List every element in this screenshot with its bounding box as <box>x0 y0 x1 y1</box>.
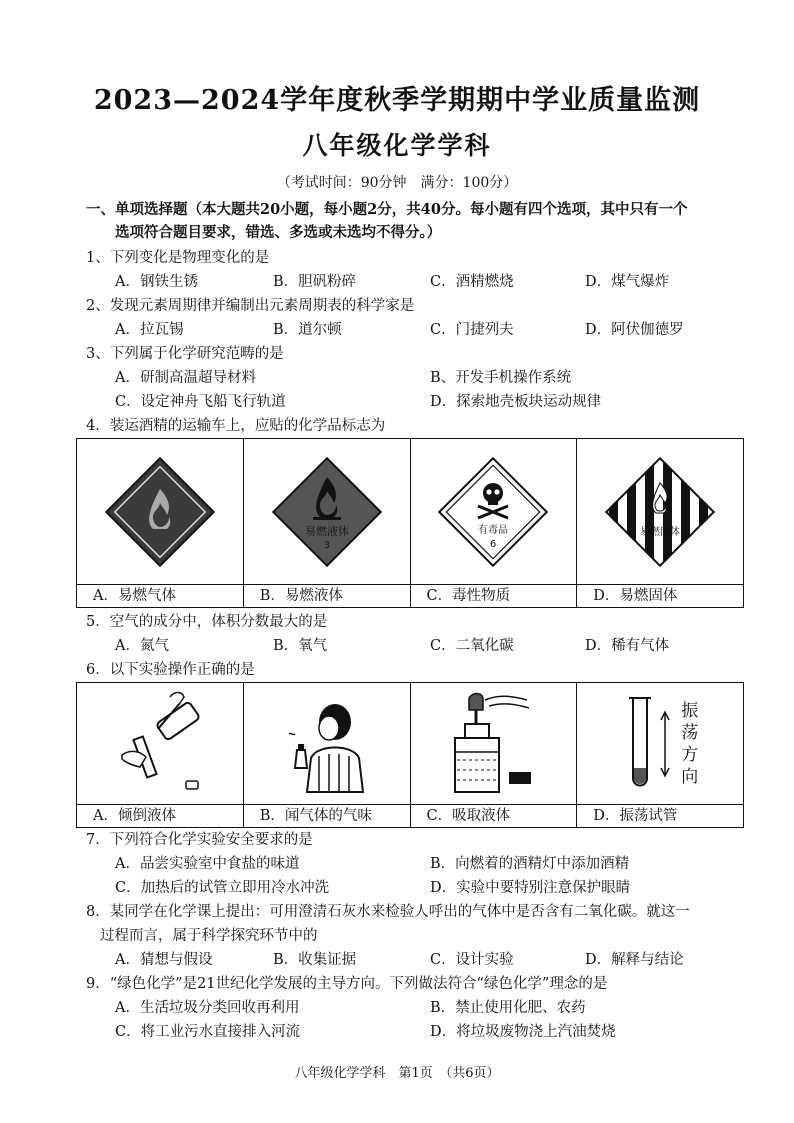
option: B．收集证据 <box>273 952 357 968</box>
option: A．拉瓦锡 <box>115 322 184 338</box>
option: A．猜想与假设 <box>115 952 213 968</box>
lab-operation-table <box>76 682 744 828</box>
option: C．加热后的试管立即用冷水冲洗 <box>115 880 330 896</box>
option: B．向燃着的酒精灯中添加酒精 <box>430 856 630 872</box>
option: C．将工业污水直接排入河流 <box>115 1024 301 1040</box>
exam-title: 2023—2024学年度秋季学期期中学业质量监测 <box>93 85 701 116</box>
option: D．探索地壳板块运动规律 <box>430 394 602 410</box>
choice-label: B．易燃液体 <box>244 584 410 607</box>
choice-cell-d <box>577 439 743 607</box>
option: D．煤气爆炸 <box>585 274 670 290</box>
option: A．钢铁生锈 <box>115 274 198 290</box>
option: D．稀有气体 <box>585 638 670 654</box>
smell-gas-icon <box>267 688 387 800</box>
shake-label-char: 向 <box>681 766 699 787</box>
question-stem: 5．空气的成分中，体积分数最大的是 <box>86 614 328 630</box>
shake-label-char: 振 <box>681 700 699 721</box>
choice-label: D．振荡试管 <box>577 804 743 827</box>
flammable-liquid-sign-icon <box>266 451 388 573</box>
dropper-icon <box>433 688 553 800</box>
choice-label: D．易燃固体 <box>577 584 743 607</box>
choice-cell-c <box>411 683 578 827</box>
option: A．品尝实验室中食盐的味道 <box>115 856 300 872</box>
question-stem: 1、下列变化是物理变化的是 <box>86 250 270 266</box>
choice-label: A．易燃气体 <box>77 584 243 607</box>
subject-title: 八年级化学学科 <box>302 131 492 160</box>
sign-number: 6 <box>490 538 497 550</box>
choice-cell-d <box>577 683 743 827</box>
option: C．酒精燃烧 <box>430 274 514 290</box>
shake-label-char: 方 <box>681 744 699 765</box>
option: C．门捷列夫 <box>430 322 514 338</box>
page-footer: 八年级化学学科 第1页 （共6页） <box>294 1066 500 1081</box>
question-stem: 8．某同学在化学课上提出：可用澄清石灰水来检验人呼出的气体中是否含有二氧化碳。就这一 <box>86 904 690 920</box>
choice-label: C．吸取液体 <box>411 804 577 827</box>
shake-test-tube-icon <box>605 694 675 794</box>
sign-text: 易燃液体 <box>304 524 349 538</box>
flammable-solid-sign-icon <box>599 451 721 573</box>
choice-cell-b <box>244 683 411 827</box>
pour-liquid-icon <box>100 689 220 799</box>
option: D．将垃圾废物浇上汽油焚烧 <box>430 1024 616 1040</box>
option: C．设定神舟飞船飞行轨道 <box>115 394 286 410</box>
question-stem: 9．“绿色化学”是21世纪化学发展的主导方向。下列做法符合“绿色化学”理念的是 <box>86 976 608 992</box>
option: C．二氧化碳 <box>430 638 514 654</box>
choice-cell-b <box>244 439 411 607</box>
section-heading-cont: 选项符合题目要求，错选、多选或未选均不得分。） <box>115 224 442 241</box>
question-stem-cont: 过程而言，属于科学探究环节中的 <box>100 928 318 944</box>
question-stem: 4．装运酒精的运输车上，应贴的化学品标志为 <box>86 418 386 434</box>
question-stem: 2、发现元素周期律并编制出元素周期表的科学家是 <box>86 298 415 314</box>
sign-text: 易燃固体 <box>640 526 681 538</box>
sign-number: 3 <box>323 540 330 551</box>
option: B．禁止使用化肥、农药 <box>430 1000 586 1016</box>
sign-text: 有毒品 <box>478 524 509 536</box>
option: B、开发手机操作系统 <box>430 370 572 386</box>
option: A．研制高温超导材料 <box>115 370 256 386</box>
question-stem: 7．下列符合化学实验安全要求的是 <box>86 832 313 848</box>
option: A．生活垃圾分类回收再利用 <box>115 1000 300 1016</box>
question-stem: 3、下列属于化学研究范畴的是 <box>86 346 284 362</box>
choice-label: A．倾倒液体 <box>77 804 243 827</box>
option: B．道尔顿 <box>273 322 342 338</box>
option: C．设计实验 <box>430 952 514 968</box>
shake-label-char: 荡 <box>681 722 699 743</box>
question-stem: 6．以下实验操作正确的是 <box>86 662 255 678</box>
section-heading: 一、单项选择题（本大题共20小题，每小题2分，共40分。每小题有四个选项，其中只有一个 <box>86 201 688 218</box>
option: D．阿伏伽德罗 <box>585 322 684 338</box>
choice-cell-c <box>411 439 578 607</box>
option: B．氧气 <box>273 638 328 654</box>
choice-label: B．闻气体的气味 <box>244 804 410 827</box>
exam-info: （考试时间：90分钟 满分：100分） <box>276 175 518 191</box>
option: D．解释与结论 <box>585 952 684 968</box>
choice-cell-a <box>77 683 244 827</box>
option: D．实验中要特别注意保护眼睛 <box>430 880 631 896</box>
choice-cell-a <box>77 439 244 607</box>
hazard-sign-table <box>76 438 744 608</box>
flammable-gas-sign-icon <box>99 451 221 573</box>
toxic-sign-icon <box>432 451 554 573</box>
choice-label: C．毒性物质 <box>411 584 577 607</box>
option: B．胆矾粉碎 <box>273 274 357 290</box>
option: A．氮气 <box>115 638 169 654</box>
